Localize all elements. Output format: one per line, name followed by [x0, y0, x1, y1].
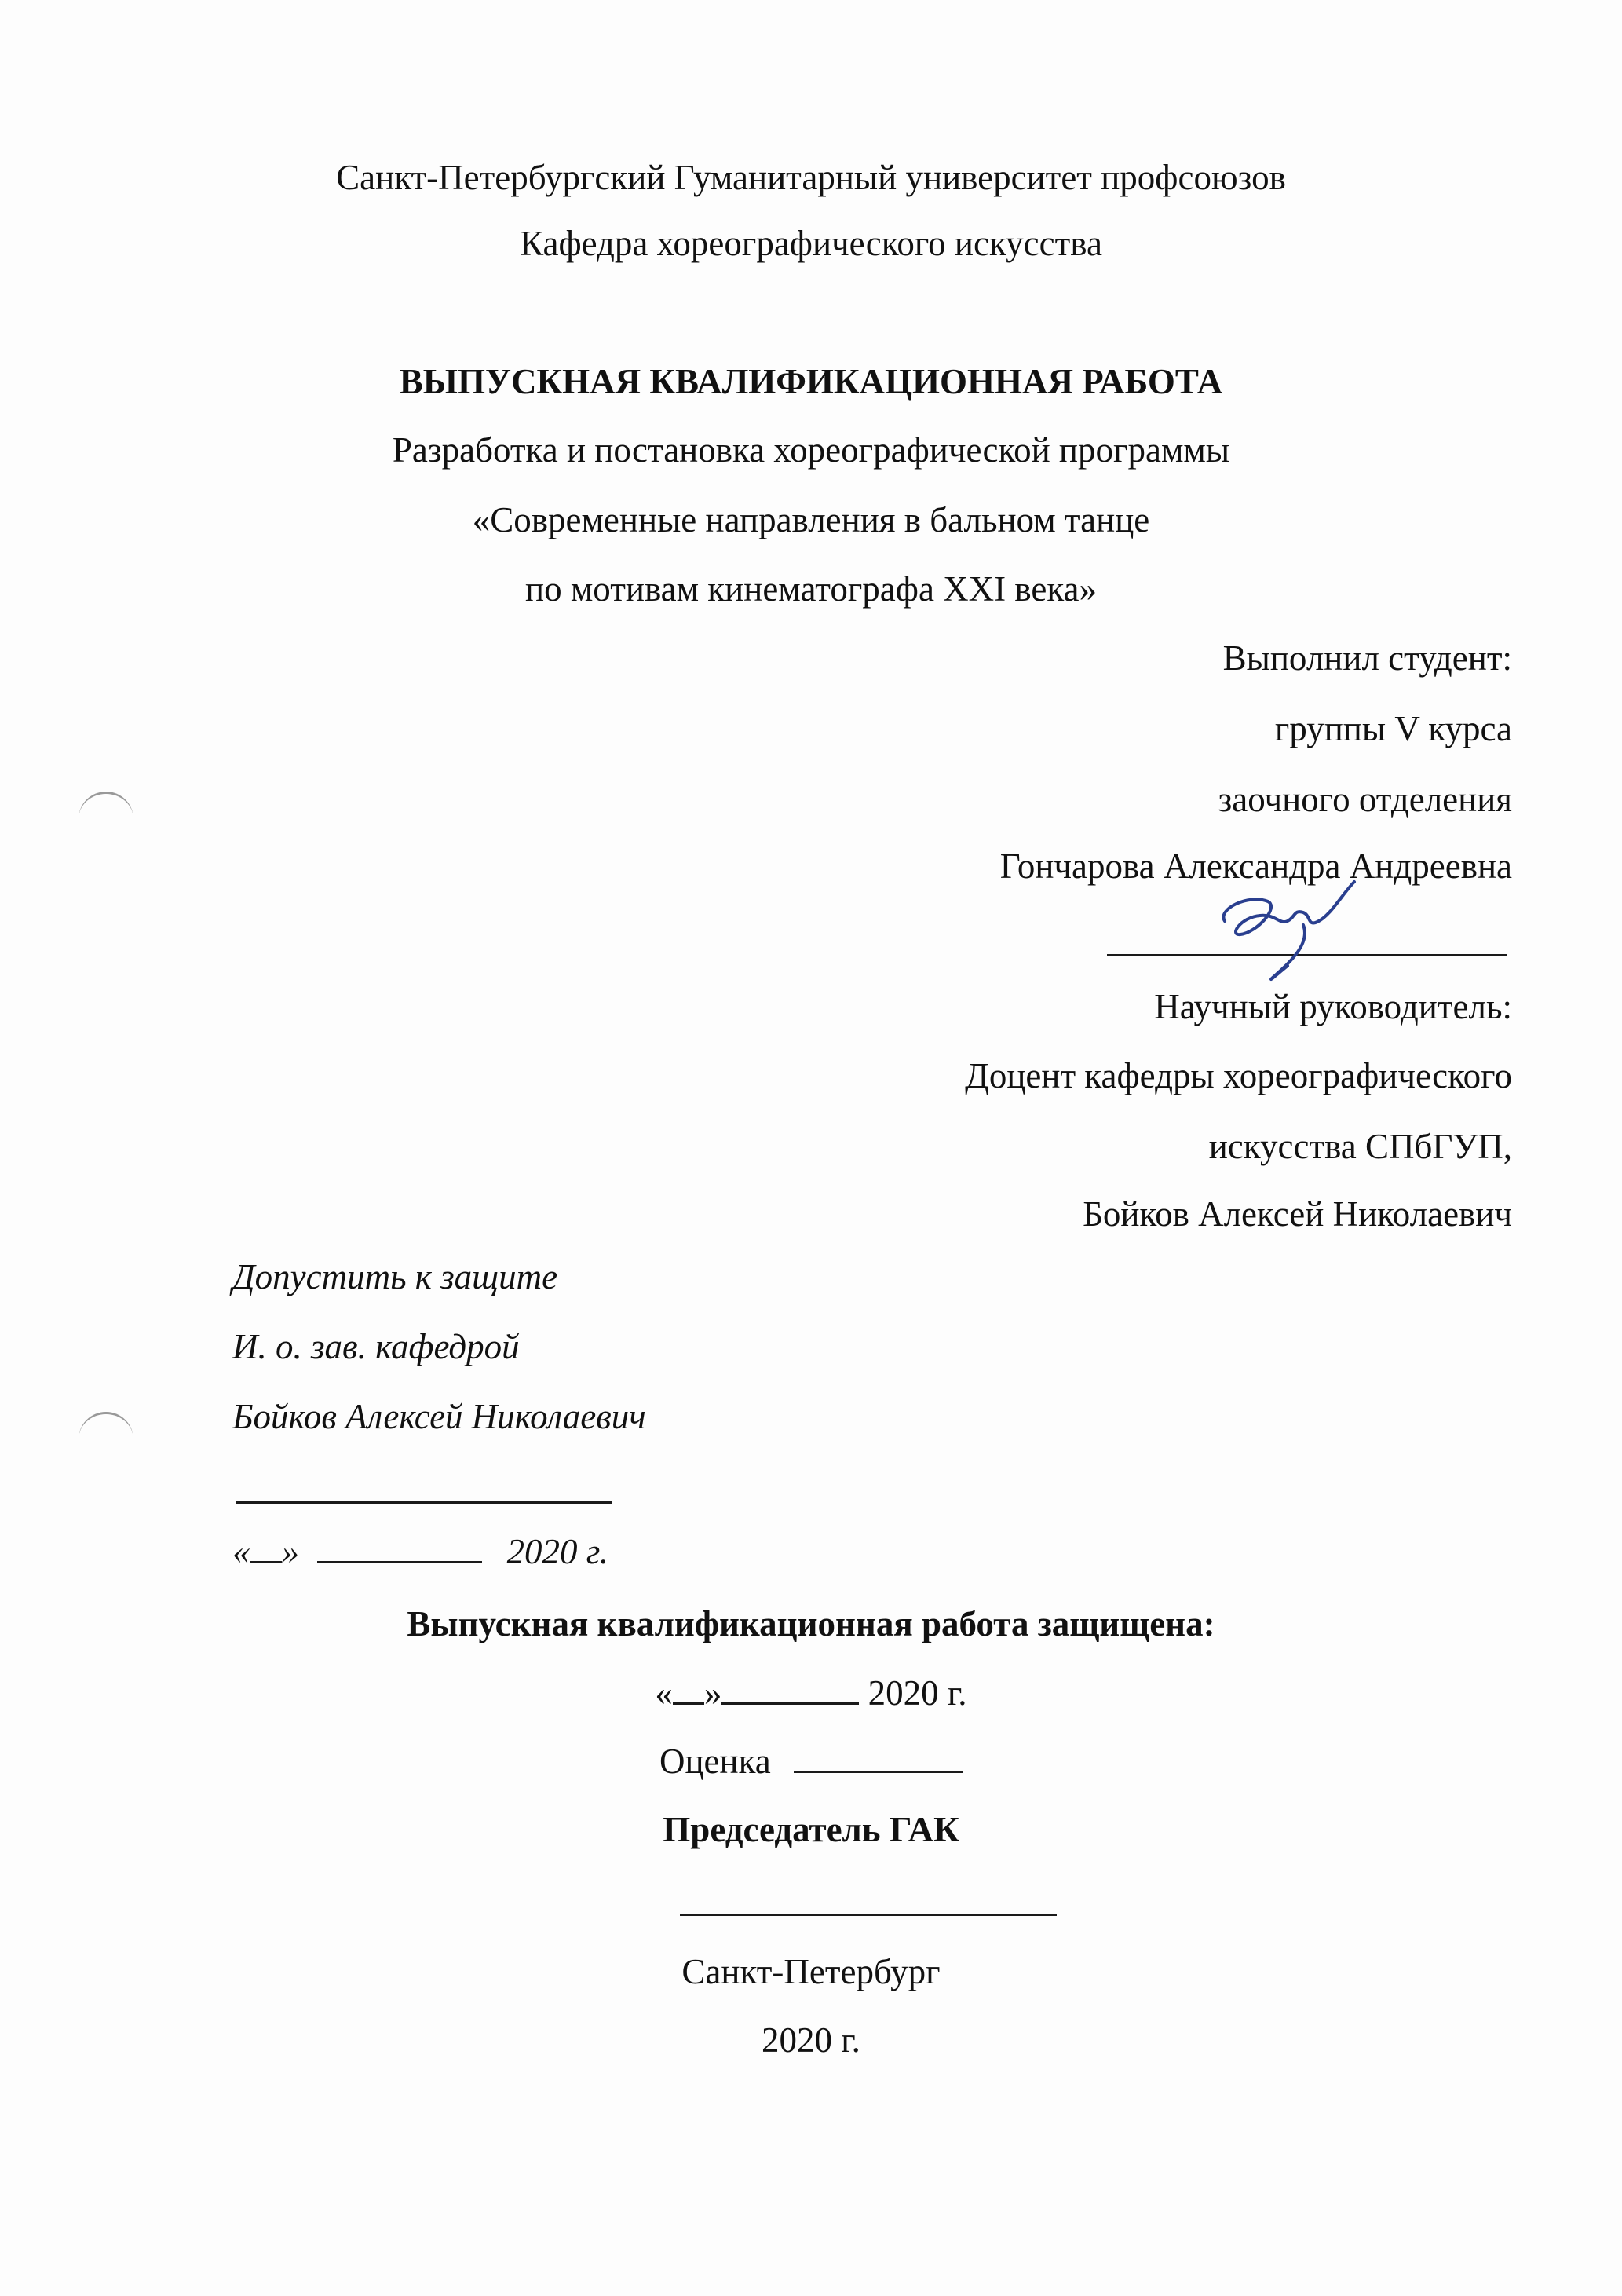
city: Санкт-Петербург: [681, 1952, 941, 1991]
admission-role: И. о. зав. кафедрой: [232, 1327, 520, 1366]
department-name: Кафедра хореографического искусства: [520, 224, 1102, 263]
supervisor-label: Научный руководитель:: [1154, 987, 1512, 1026]
quote-open: «: [232, 1532, 250, 1571]
defense-date: [0, 1671, 1622, 1715]
admission-label: Допустить к защите: [232, 1257, 558, 1296]
work-title-line: «Современные направления в бальном танце: [472, 500, 1150, 539]
supervisor-name: Бойков Алексей Николаевич: [1083, 1194, 1512, 1234]
work-title-line: Разработка и постановка хореографической программы: [392, 430, 1230, 470]
commission-chair-label: Председатель ГАК: [663, 1810, 959, 1849]
student-label: Выполнил студент:: [1222, 638, 1512, 678]
grade-row: [0, 1739, 1622, 1783]
supervisor-position: искусства СПбГУП,: [1208, 1127, 1512, 1166]
admission-date: [232, 1530, 608, 1574]
quote-close: »: [281, 1532, 299, 1571]
footer-year: 2020 г.: [762, 2020, 860, 2060]
student-group: группы V курса: [1274, 709, 1512, 748]
chair-signature-line: [680, 1914, 1057, 1916]
quote-close: »: [703, 1673, 722, 1713]
student-department: заочного отделения: [1218, 780, 1512, 819]
quote-open: «: [655, 1673, 673, 1713]
admission-name: Бойков Алексей Николаевич: [232, 1397, 646, 1436]
university-name: Санкт-Петербургский Гуманитарный университет профсоюзов: [336, 158, 1286, 197]
handwritten-signature: [1193, 878, 1374, 996]
admission-signature-line: [236, 1501, 612, 1504]
punch-hole-mark: [79, 792, 133, 825]
defense-year: 2020 г.: [868, 1673, 967, 1713]
admission-year: 2020 г.: [506, 1532, 608, 1571]
student-name: Гончарова Александра Андреевна: [999, 846, 1512, 886]
work-title-line: по мотивам кинематографа XXI века»: [524, 569, 1098, 609]
work-type-heading: ВЫПУСКНАЯ КВАЛИФИКАЦИОННАЯ РАБОТА: [399, 362, 1223, 401]
punch-hole-mark: [79, 1412, 133, 1446]
defense-heading: Выпускная квалификационная работа защищена:: [407, 1604, 1215, 1643]
supervisor-position: Доцент кафедры хореографического: [965, 1056, 1512, 1095]
grade-label: Оценка: [659, 1742, 771, 1781]
